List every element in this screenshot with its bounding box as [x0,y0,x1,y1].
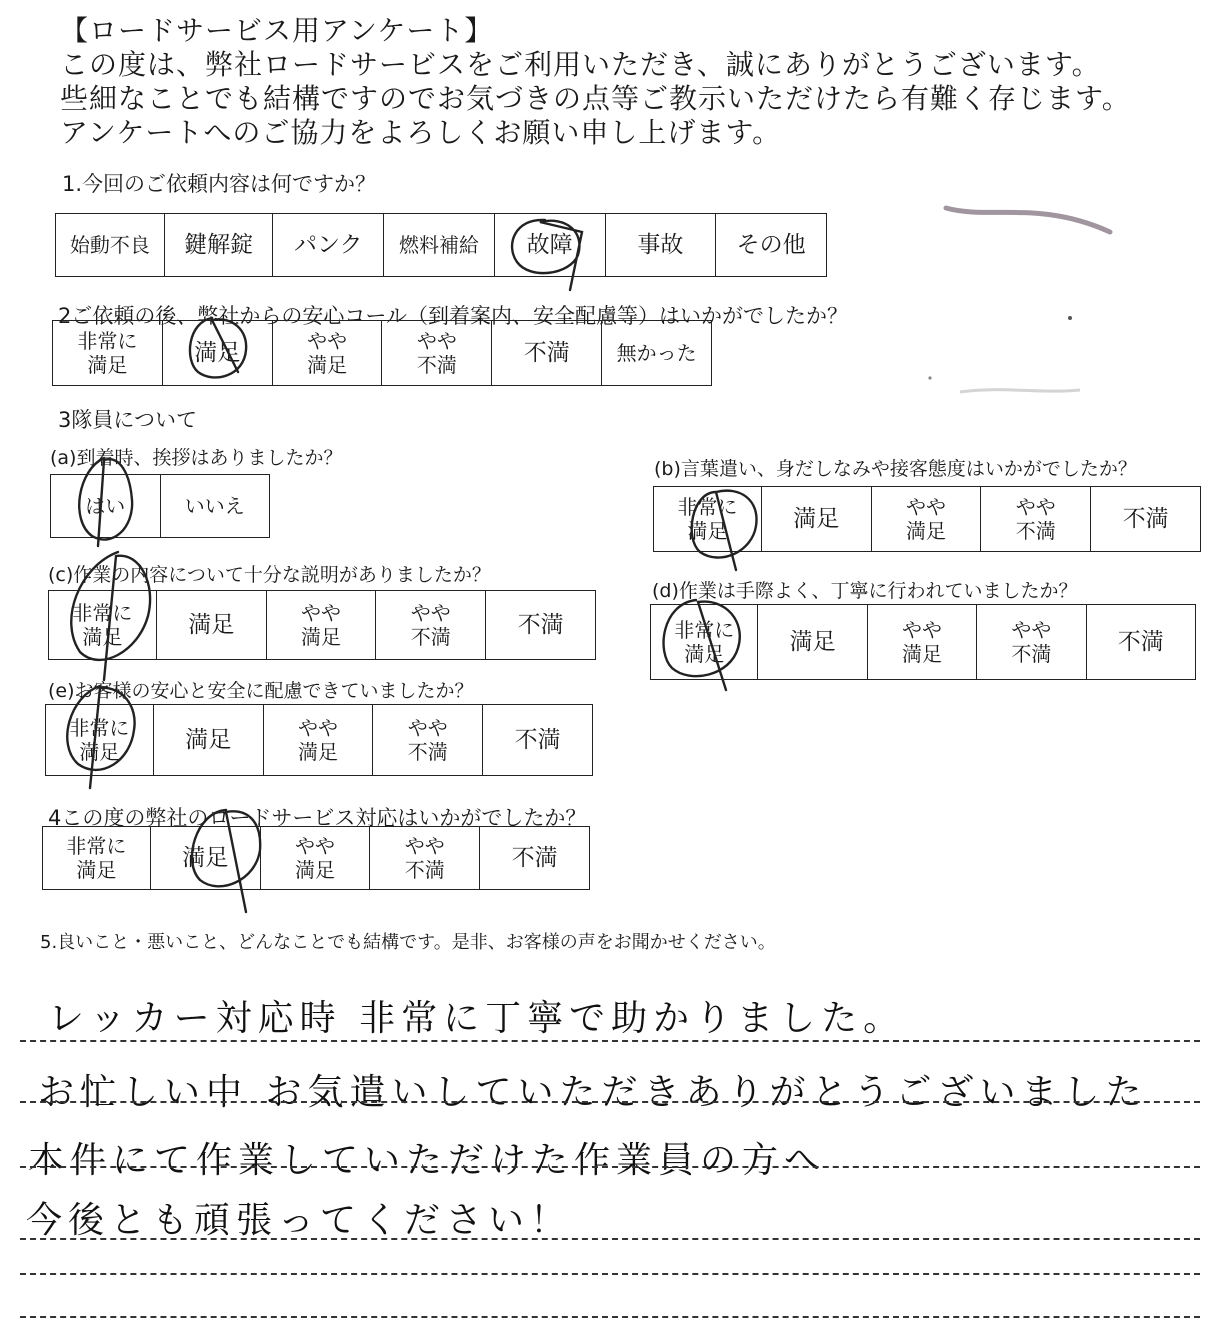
q4-option[interactable]: 非常に 満足 [43,827,151,890]
q4-options [42,826,590,890]
q3d-label: (d)作業は手際よく、丁寧に行われていましたか？ [652,580,1078,602]
q4-option[interactable]: やや 不満 [370,827,480,890]
q2-option[interactable]: 無かった [602,321,712,386]
q1-option[interactable]: その他 [716,214,827,277]
q3b-option-selected[interactable]: 非常に 満足 [654,487,762,552]
q3c-options [48,590,596,660]
q3b-option[interactable]: 不満 [1091,487,1201,552]
q4-label: 4この度の弊社のロードサービス対応はいかがでしたか？ [48,806,587,830]
q2-options [52,320,712,386]
q3d-option[interactable]: やや 満足 [867,605,976,680]
q3b-option[interactable]: やや 満足 [871,487,981,552]
q3e-option[interactable]: 不満 [483,705,593,776]
q3-label: 3隊員について [58,408,197,432]
survey-header [60,14,1131,150]
q3c-option[interactable]: 満足 [156,591,266,660]
q2-option[interactable]: 不満 [492,321,602,386]
q3b-options [653,486,1201,552]
q1-option[interactable]: 事故 [605,214,716,277]
q2-option[interactable]: やや 満足 [272,321,382,386]
q1-option[interactable]: パンク [273,214,384,277]
q3c-option[interactable]: やや 不満 [376,591,486,660]
q5-label: 5.良いこと・悪いこと、どんなことでも結構です。是非、お客様の声をお聞かせください。 [40,932,776,953]
q3d-options [650,604,1196,680]
q3c-option-selected[interactable]: 非常に 満足 [49,591,157,660]
q5-answer-line: お忙しい中 お気遣いしていただきありがとうございました [38,1072,1148,1113]
q2-option[interactable]: やや 不満 [382,321,492,386]
q3a-option[interactable]: いいえ [160,475,270,538]
q3e-option[interactable]: 満足 [153,705,263,776]
q3b-label: (b)言葉遣い、身だしなみや接客態度はいかがでしたか？ [654,458,1137,480]
q3d-option[interactable]: 不満 [1086,605,1195,680]
q3d-option-selected[interactable]: 非常に 満足 [651,605,758,680]
q1-options [55,213,827,277]
q1-option[interactable]: 鍵解錠 [164,214,273,277]
answer-ruled-line [20,1273,1200,1275]
q5-answer-line: 本件にて作業していただけた作業員の方へ [28,1140,827,1181]
survey-title: 【ロードサービス用アンケート】 [60,14,494,47]
q3d-option[interactable]: 満足 [758,605,867,680]
q4-option[interactable]: 不満 [480,827,590,890]
q1-label: 1.今回のご依頼内容は何ですか？ [62,172,377,196]
q1-option-selected[interactable]: 故障 [494,214,605,277]
q3a-option-selected[interactable]: はい [51,475,161,538]
stray-pen-mark [946,208,1110,232]
q5-answer-line: レッカー対応時 非常に丁寧で助かりました。 [48,998,906,1039]
q3e-option-selected[interactable]: 非常に 満足 [46,705,154,776]
q2-option[interactable]: 非常に 満足 [53,321,163,386]
q3a-options [50,474,270,538]
q3a-label: (a)到着時、挨拶はありましたか？ [50,447,343,469]
stray-pen-mark [960,390,1080,392]
q3e-option[interactable]: やや 不満 [373,705,483,776]
intro-line-3: アンケートへのご協力をよろしくお願い申し上げます。 [60,116,782,149]
q4-option[interactable]: やや 満足 [260,827,370,890]
q1-option[interactable]: 始動不良 [56,214,165,277]
intro-line-1: この度は、弊社ロードサービスをご利用いただき、誠にありがとうございます。 [60,48,1101,81]
q1-option[interactable]: 燃料補給 [384,214,495,277]
q3c-label: (c)作業の内容について十分な説明がありましたか？ [48,564,491,586]
answer-ruled-line [20,1040,1200,1042]
answer-ruled-line [20,1238,1200,1240]
answer-ruled-line [20,1101,1200,1103]
answer-ruled-line [20,1166,1200,1168]
answer-ruled-line [20,1316,1200,1318]
q4-option-selected[interactable]: 満足 [150,827,260,890]
q3e-option[interactable]: やや 満足 [263,705,373,776]
q3b-option[interactable]: やや 不満 [981,487,1091,552]
q3b-option[interactable]: 満足 [761,487,871,552]
intro-line-2: 些細なことでも結構ですのでお気づきの点等ご教示いただけたら有難く存じます。 [60,82,1131,115]
stray-dot-mark [1068,316,1072,320]
stray-dot-mark [928,376,931,379]
q5-answer-line: 今後とも頑張ってください！ [26,1200,573,1241]
q3e-label: (e)お客様の安心と安全に配慮できていましたか？ [48,680,474,702]
q3d-option[interactable]: やや 不満 [977,605,1086,680]
q3e-options [45,704,593,776]
q3c-option[interactable]: 不満 [486,591,596,660]
q3c-option[interactable]: やや 満足 [266,591,376,660]
q2-option-selected[interactable]: 満足 [162,321,272,386]
q2-label: 2ご依頼の後、弊社からの安心コール（到着案内、安全配慮等）はいかがでしたか？ [58,304,848,328]
